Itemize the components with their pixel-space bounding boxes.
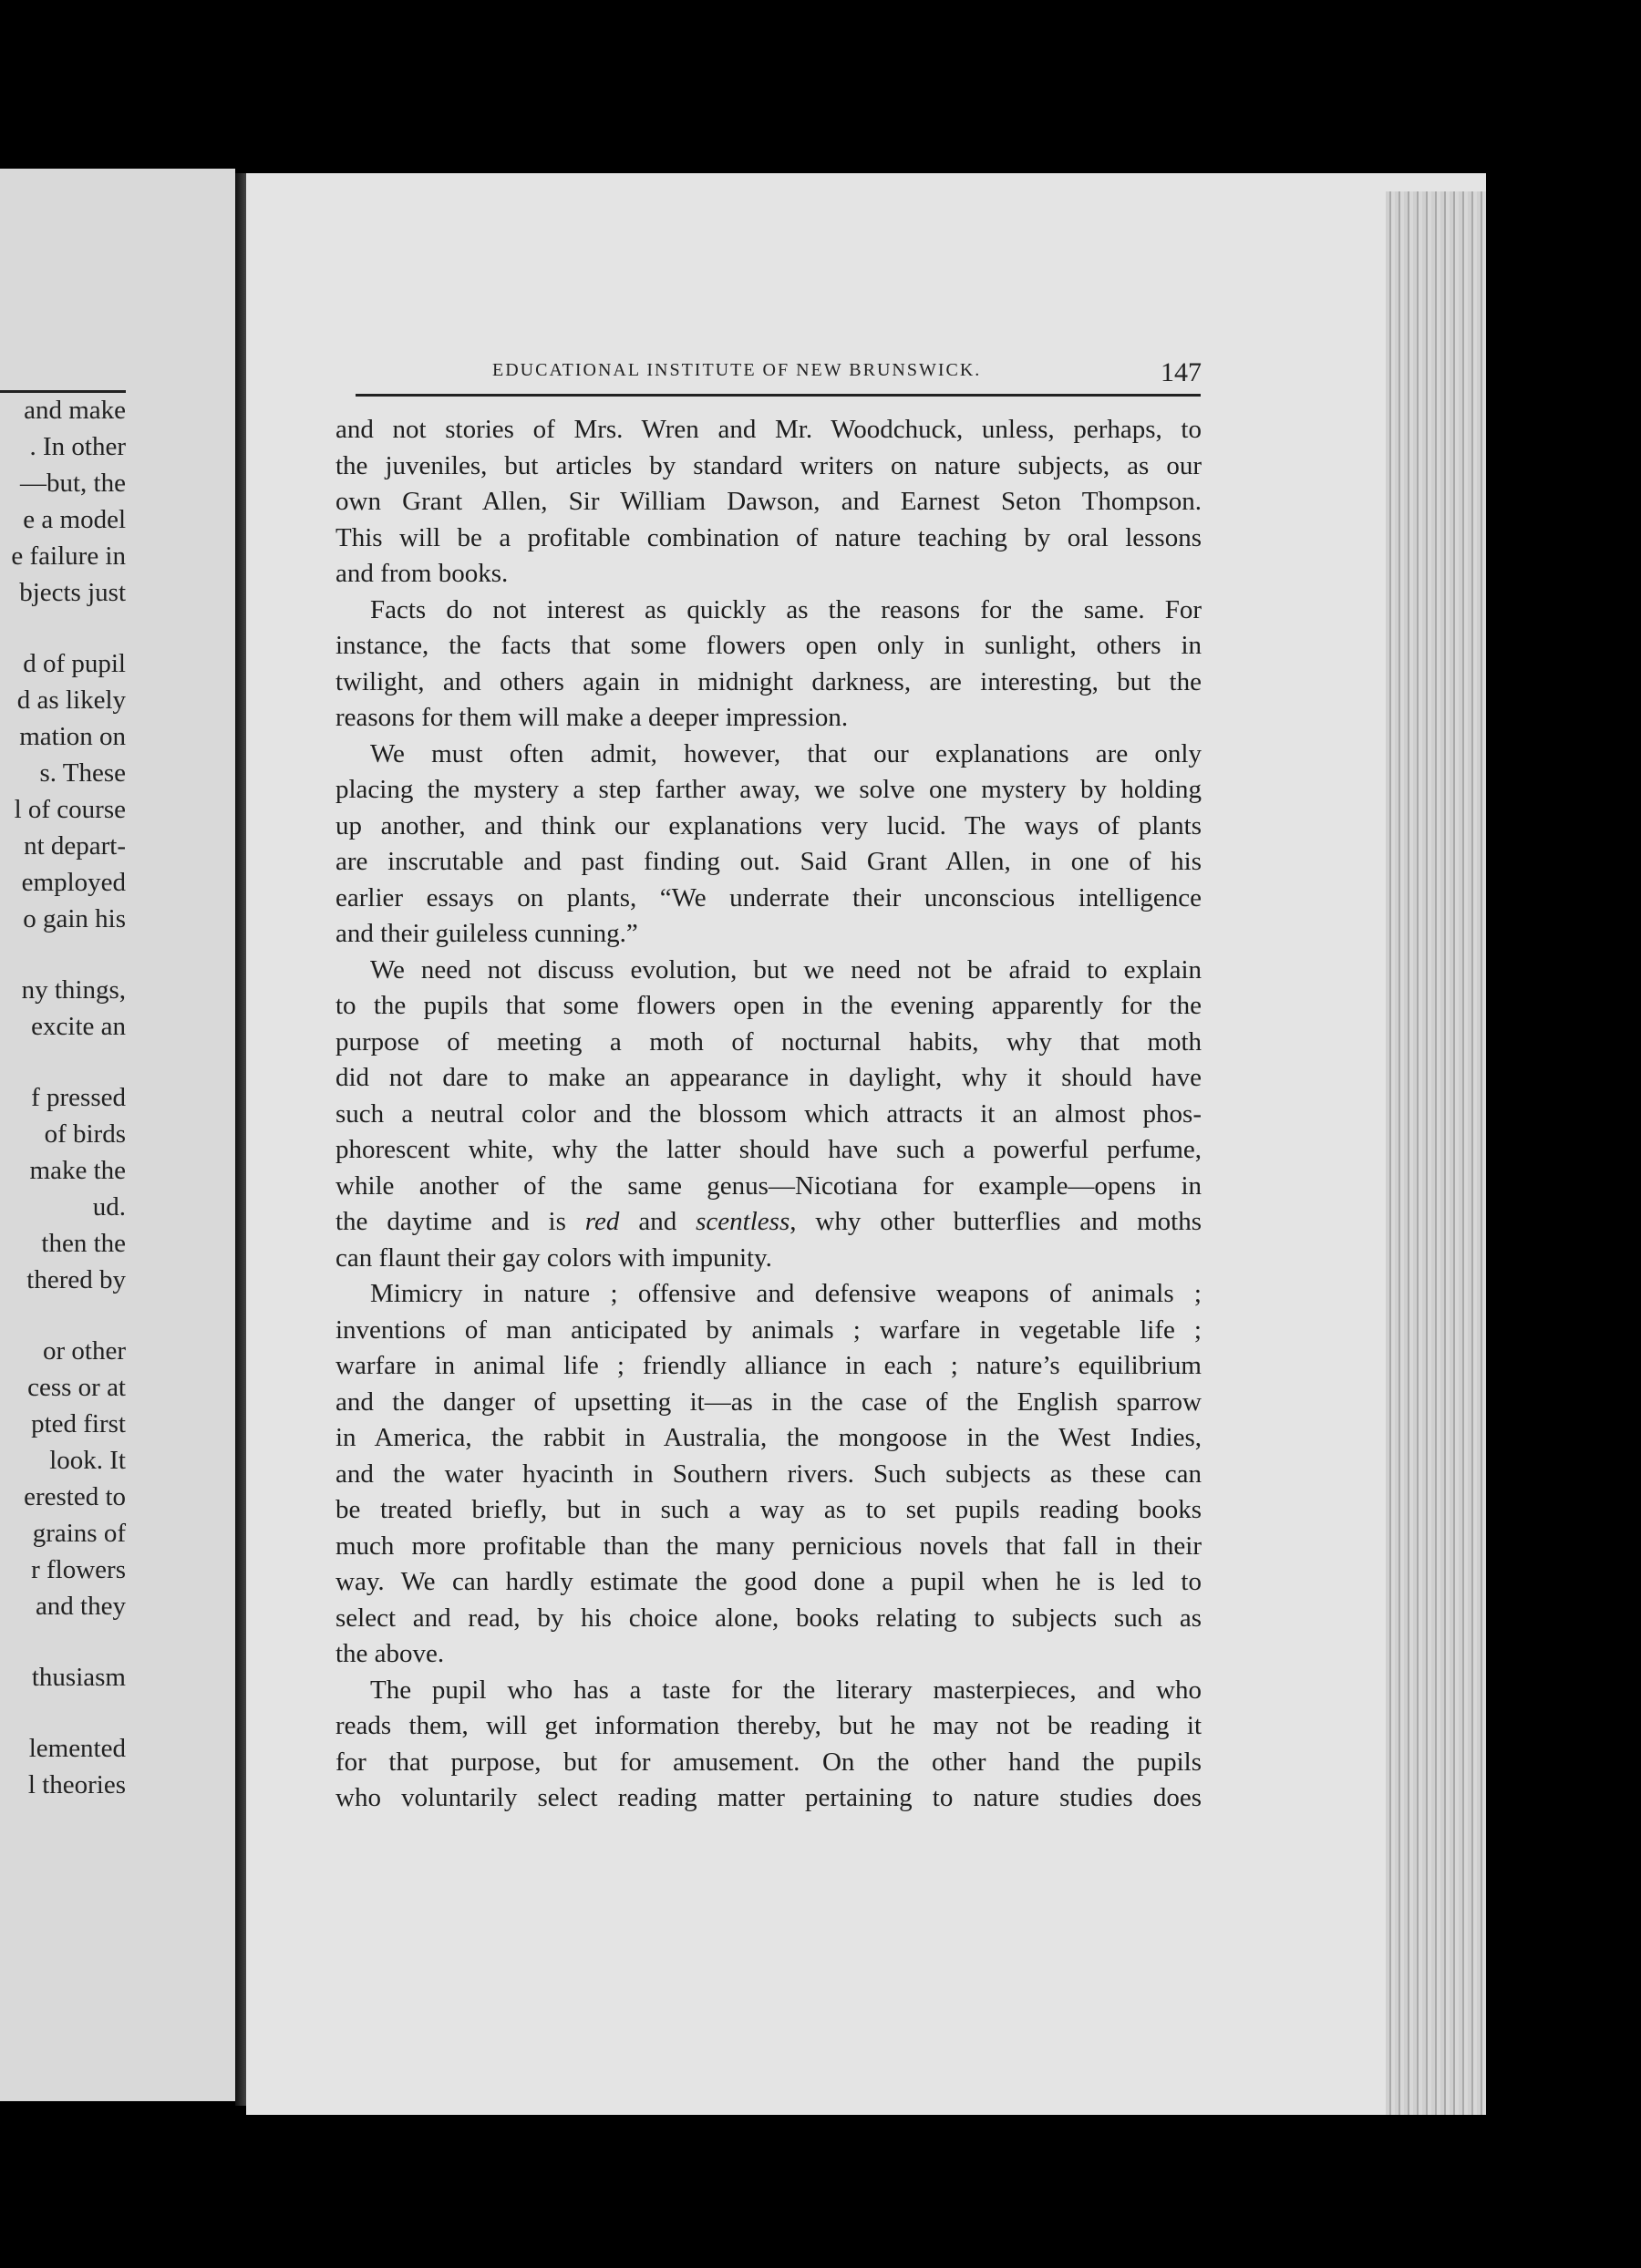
text-line: earlier essays on plants, “We underrate their unconscious intelligence bbox=[335, 882, 1202, 912]
facing-page-line: s. These bbox=[39, 758, 126, 788]
facing-page-line: and they bbox=[35, 1592, 126, 1621]
facing-page-line: d as likely bbox=[16, 686, 126, 715]
facing-page-line: bjects just bbox=[19, 578, 126, 607]
text-line: reads them, will get information thereby, but he may not be reading it bbox=[335, 1711, 1202, 1740]
text-line: purpose of meeting a moth of nocturnal habits, why that moth bbox=[335, 1026, 1202, 1057]
text-line: twilight, and others again in midnight darkness, are interesting, but the bbox=[335, 666, 1202, 696]
text-line: way. We can hardly estimate the good done a pupil when he is led to bbox=[335, 1567, 1202, 1596]
text-line: are inscrutable and past finding out. Said Grant Allen, in one of his bbox=[335, 847, 1202, 876]
text-line: while another of the same genus—Nicotiana for example—opens in bbox=[335, 1170, 1202, 1201]
facing-page-line: and make bbox=[24, 396, 126, 425]
text-line: Mimicry in nature ; offensive and defensive weapons of animals ; bbox=[370, 1279, 1202, 1308]
text-line: phorescent white, why the latter should have such a powerful perfume, bbox=[335, 1135, 1202, 1164]
text-line: and not stories of Mrs. Wren and Mr. Woodchuck, unless, perhaps, to bbox=[335, 415, 1202, 444]
text-line: The pupil who has a taste for the literary masterpieces, and who bbox=[370, 1675, 1202, 1705]
facing-page-line: pted first bbox=[31, 1409, 126, 1438]
text-line: This will be a profitable combination of nature teaching by oral lessons bbox=[335, 522, 1202, 552]
text-line: did not dare to make an appearance in daylight, why it should have bbox=[335, 1063, 1202, 1092]
facing-page-line: l of course bbox=[14, 795, 126, 824]
facing-page-line: look. It bbox=[49, 1446, 126, 1475]
text-line: and the danger of upsetting it—as in the case of the English sparrow bbox=[335, 1387, 1202, 1417]
page-edges bbox=[1386, 191, 1486, 2115]
running-title: EDUCATIONAL INSTITUTE OF NEW BRUNSWICK. bbox=[492, 360, 982, 380]
text-line: who voluntarily select reading matter pertaining to nature studies does bbox=[335, 1783, 1202, 1812]
facing-page-line: e a model bbox=[23, 505, 126, 534]
facing-page-line: of birds bbox=[44, 1119, 126, 1149]
text-line: placing the mystery a step farther away, we solve one mystery by holding bbox=[335, 775, 1202, 804]
text-line: the above. bbox=[335, 1639, 445, 1668]
text-line: and from books. bbox=[335, 559, 509, 588]
facing-page-line: cess or at bbox=[27, 1373, 126, 1402]
text-line: for that purpose, but for amusement. On the other hand the pupils bbox=[335, 1747, 1202, 1777]
text-line: Facts do not interest as quickly as the reasons for the same. For bbox=[370, 594, 1202, 624]
facing-page-line: nt depart- bbox=[24, 831, 126, 861]
facing-page-line: mation on bbox=[19, 722, 126, 751]
text-line: warfare in animal life ; friendly alliance in each ; nature’s equilibrium bbox=[335, 1351, 1202, 1380]
text-line: and the water hyacinth in Southern rivers. Such subjects as these can bbox=[335, 1459, 1202, 1489]
facing-page-line: e failure in bbox=[11, 541, 126, 571]
facing-page-line: excite an bbox=[31, 1012, 126, 1041]
facing-page-line: then the bbox=[41, 1229, 126, 1258]
facing-page-line: or other bbox=[43, 1336, 126, 1366]
text-line: own Grant Allen, Sir William Dawson, and Earnest Seton Thompson. bbox=[335, 487, 1202, 516]
facing-page-line: thered by bbox=[26, 1265, 126, 1294]
text-line: instance, the facts that some flowers open only in sunlight, others in bbox=[335, 631, 1202, 660]
facing-page-line: thusiasm bbox=[31, 1663, 126, 1692]
facing-page-line: . In other bbox=[29, 432, 126, 461]
header-rule bbox=[356, 394, 1201, 397]
text-line: We must often admit, however, that our explanations are only bbox=[370, 738, 1202, 768]
text-line: We need not discuss evolution, but we need not be afraid to explain bbox=[370, 954, 1202, 985]
facing-page-line: make the bbox=[29, 1156, 126, 1185]
facing-page-line: erested to bbox=[24, 1482, 126, 1511]
facing-page-line: —but, the bbox=[20, 469, 126, 498]
text-line: be treated briefly, but in such a way as to set pupils reading books bbox=[335, 1495, 1202, 1524]
text-line: reasons for them will make a deeper impression. bbox=[335, 703, 849, 732]
text-line: select and read, by his choice alone, books relating to subjects such as bbox=[335, 1603, 1202, 1633]
facing-page-line: employed bbox=[21, 868, 126, 897]
facing-page-line: grains of bbox=[32, 1519, 126, 1548]
text-line: to the pupils that some flowers open in the evening apparently for the bbox=[335, 991, 1202, 1020]
facing-page-header-rule bbox=[0, 390, 126, 393]
text-line: the daytime and is red and scentless, why other butterflies and moths bbox=[335, 1207, 1202, 1236]
facing-page-line: l theories bbox=[27, 1770, 126, 1799]
text-line: inventions of man anticipated by animals ; warfare in vegetable life ; bbox=[335, 1314, 1202, 1345]
page-number: 147 bbox=[1161, 357, 1202, 387]
text-line: up another, and think our explanations very lucid. The ways of plants bbox=[335, 810, 1202, 840]
body-text bbox=[335, 412, 1202, 1817]
facing-page-line: f pressed bbox=[31, 1083, 126, 1112]
text-line: in America, the rabbit in Australia, the mongoose in the West Indies, bbox=[335, 1423, 1202, 1452]
facing-page-line: d of pupil bbox=[23, 649, 126, 678]
text-line: such a neutral color and the blossom which attracts it an almost phos- bbox=[335, 1098, 1202, 1129]
facing-page-line: ny things, bbox=[21, 975, 126, 1005]
facing-page-line: ud. bbox=[92, 1192, 126, 1222]
text-line: and their guileless cunning.” bbox=[335, 919, 638, 948]
facing-page-line: o gain his bbox=[23, 904, 126, 933]
facing-page-line: lemented bbox=[28, 1734, 126, 1763]
facing-page-line: r flowers bbox=[31, 1555, 126, 1584]
text-line: can flaunt their gay colors with impunity. bbox=[335, 1242, 772, 1273]
text-line: much more profitable than the many pernicious novels that fall in their bbox=[335, 1531, 1202, 1561]
book-gutter bbox=[235, 173, 246, 2106]
facing-page-fragment bbox=[0, 169, 235, 2101]
text-line: the juveniles, but articles by standard writers on nature subjects, as our bbox=[335, 450, 1202, 480]
